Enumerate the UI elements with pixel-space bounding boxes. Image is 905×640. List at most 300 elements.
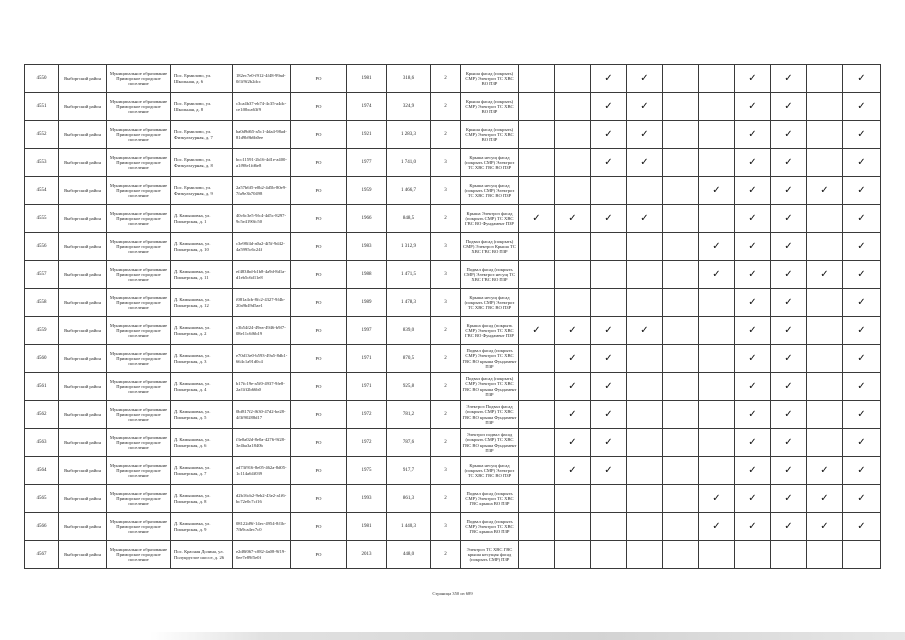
check-mark: ✓ — [712, 492, 721, 504]
cell-area — [387, 541, 431, 569]
check-mark-cell — [627, 541, 663, 569]
cell-text: e70d13e0-b593-49a5-8db1-664c1a91d0c4 — [236, 353, 288, 364]
check-mark-cell — [663, 429, 699, 457]
cell-text: f3e0a02d-8e0a-4276-9f28-3e4ba3a1840b — [236, 437, 286, 448]
check-mark-cell — [663, 373, 699, 401]
check-mark-cell — [699, 289, 735, 317]
cell-text: Подвал фасад (покрыть СМР) Электроэ ТС ХВС ГВС ВО крыша Фундамент ПЗР — [462, 348, 517, 369]
cell-house-guid — [233, 429, 291, 457]
cell-text: РО — [315, 551, 322, 557]
cell-year — [347, 457, 387, 485]
check-mark-cell — [843, 289, 881, 317]
cell-text: 3 — [444, 299, 447, 305]
cell-program — [291, 513, 347, 541]
check-mark-cell — [555, 373, 591, 401]
cell-house-guid — [233, 345, 291, 373]
cell-address — [171, 205, 233, 233]
cell-text: 4562 — [36, 411, 47, 417]
check-mark-cell — [627, 65, 663, 93]
cell-text: Крыша несущ фасад (покрыть СМР) Электроэ ТС ХВС ГВС ВО ПЗР — [464, 182, 515, 199]
check-mark: ✓ — [784, 408, 793, 420]
cell-year — [347, 429, 387, 457]
check-mark-cell — [843, 149, 881, 177]
cell-text: Подвал фасад (покрыть) СМР) Электроэ Крыша ТС ХВС ГВС ВО ПЗР — [463, 238, 516, 255]
check-mark-cell — [843, 457, 881, 485]
cell-text: 4550 — [36, 75, 47, 81]
cell-area — [387, 149, 431, 177]
check-mark-cell — [555, 233, 591, 261]
check-mark: ✓ — [748, 352, 757, 364]
table-row — [25, 121, 881, 149]
check-mark: ✓ — [712, 520, 721, 532]
cell-work-types — [461, 345, 519, 373]
cell-floors — [431, 457, 461, 485]
cell-area — [387, 289, 431, 317]
cell-text: e2d8f067-c082-4a08-9f19-0ee7e89f5e0f — [236, 549, 286, 560]
cell-year — [347, 541, 387, 569]
cell-work-types — [461, 401, 519, 429]
check-mark-cell — [663, 261, 699, 289]
check-mark-cell — [807, 317, 843, 345]
cell-text: Выборгский район — [64, 215, 101, 221]
check-mark: ✓ — [604, 156, 613, 168]
cell-row-number — [25, 65, 59, 93]
cell-text: 4555 — [36, 215, 47, 221]
cell-work-types — [461, 93, 519, 121]
cell-district — [59, 541, 107, 569]
check-mark-cell — [807, 345, 843, 373]
cell-text: Подвал фасад (покрыть СМР) Электроэ несущ ТС ХВС ГВС ВО ПЗР — [463, 266, 516, 283]
check-mark-cell — [807, 541, 843, 569]
cell-text: 4551 — [36, 103, 47, 109]
cell-text: Муниципальное образование Приморское городское поселение — [109, 406, 168, 423]
cell-text: Д. Камышовка, ул. Пионерская, д. 4 — [174, 381, 211, 392]
check-mark-cell — [663, 541, 699, 569]
cell-text: Муниципальное образование Приморское городское поселение — [109, 154, 168, 171]
check-mark: ✓ — [640, 72, 649, 84]
cell-text: 448,0 — [402, 551, 415, 557]
cell-house-guid — [233, 205, 291, 233]
check-mark: ✓ — [857, 156, 866, 168]
cell-text: РО — [315, 215, 322, 221]
page-number: Страница 350 из 689 — [432, 591, 473, 596]
cell-year — [347, 233, 387, 261]
check-mark-cell — [519, 373, 555, 401]
cell-text: Д. Камышовка, ул. Пионерская, д. 11 — [174, 269, 211, 280]
cell-row-number — [25, 513, 59, 541]
check-mark: ✓ — [604, 212, 613, 224]
cell-text: Выборгский район — [64, 495, 101, 501]
cell-text: Выборгский район — [64, 355, 101, 361]
cell-district — [59, 485, 107, 513]
check-mark: ✓ — [748, 380, 757, 392]
table-row — [25, 149, 881, 177]
cell-work-types — [461, 513, 519, 541]
cell-address — [171, 289, 233, 317]
check-mark-cell — [771, 345, 807, 373]
cell-text: 1 466,7 — [401, 187, 416, 193]
cell-text: 1966 — [361, 215, 372, 221]
cell-row-number — [25, 485, 59, 513]
cell-area — [387, 401, 431, 429]
check-mark-cell — [699, 205, 735, 233]
check-mark-cell — [699, 485, 735, 513]
cell-text: Д. Камышовка, ул. Пионерская, д. 6 — [174, 437, 211, 448]
cell-floors — [431, 373, 461, 401]
check-mark-cell — [843, 401, 881, 429]
cell-text: Пос. Красная Долина, ул. Полукруглое шоссе, д. 26 — [174, 549, 225, 560]
cell-text: РО — [315, 103, 322, 109]
cell-house-guid — [233, 541, 291, 569]
check-mark-cell — [735, 317, 771, 345]
cell-program — [291, 177, 347, 205]
check-mark-cell — [843, 485, 881, 513]
cell-text: 4556 — [36, 243, 47, 249]
cell-text: 4558 — [36, 299, 47, 305]
check-mark-cell — [627, 233, 663, 261]
cell-area — [387, 317, 431, 345]
check-mark-cell — [663, 205, 699, 233]
cell-program — [291, 65, 347, 93]
check-mark-cell — [735, 513, 771, 541]
check-mark-cell — [843, 205, 881, 233]
table-row — [25, 457, 881, 485]
table-row — [25, 541, 881, 569]
check-mark-cell — [555, 177, 591, 205]
cell-text: 1 283,3 — [401, 131, 416, 137]
table-row — [25, 261, 881, 289]
check-mark-cell — [771, 233, 807, 261]
table-row — [25, 345, 881, 373]
cell-text: РО — [315, 495, 322, 501]
cell-municipality — [107, 205, 171, 233]
cell-row-number — [25, 317, 59, 345]
check-mark-cell — [663, 149, 699, 177]
cell-program — [291, 93, 347, 121]
check-mark-cell — [735, 177, 771, 205]
cell-row-number — [25, 457, 59, 485]
cell-text: ba0d9d65-a5c1-4da4-98ad-81d9b9b6b0ee — [236, 129, 287, 140]
check-mark: ✓ — [857, 240, 866, 252]
cell-text: d2b16cb2-9eb2-43e2-a1f6-bc72e0c7cf16 — [236, 493, 287, 504]
check-mark: ✓ — [604, 380, 613, 392]
cell-text: b17fc19e-a5f0-4937-9fe8-2af1ff2b66b0 — [236, 381, 285, 392]
cell-text: 3 — [444, 187, 447, 193]
cell-house-guid — [233, 149, 291, 177]
cell-text: c3e98f4d-a0a2-4f5f-9d42-4a5995c6c24f — [236, 241, 285, 252]
cell-floors — [431, 289, 461, 317]
check-mark-cell — [771, 401, 807, 429]
check-mark-cell — [555, 513, 591, 541]
cell-address — [171, 513, 233, 541]
cell-text: 1959 — [361, 187, 372, 193]
check-mark-cell — [699, 149, 735, 177]
cell-text: 848,5 — [402, 215, 415, 221]
check-mark: ✓ — [748, 324, 757, 336]
check-mark: ✓ — [784, 128, 793, 140]
check-mark-cell — [627, 177, 663, 205]
cell-text: 2 — [444, 75, 447, 81]
check-mark-cell — [627, 373, 663, 401]
check-mark-cell — [843, 121, 881, 149]
cell-municipality — [107, 177, 171, 205]
check-mark-cell — [591, 401, 627, 429]
cell-text: РО — [315, 271, 322, 277]
cell-work-types — [461, 373, 519, 401]
check-mark: ✓ — [748, 464, 757, 476]
cell-area — [387, 233, 431, 261]
check-mark: ✓ — [857, 492, 866, 504]
cell-year — [347, 317, 387, 345]
check-mark-cell — [555, 289, 591, 317]
check-mark: ✓ — [784, 240, 793, 252]
check-mark-cell — [519, 149, 555, 177]
check-mark: ✓ — [857, 324, 866, 336]
cell-municipality — [107, 65, 171, 93]
cell-text: Крыша фасад (покрыть) СМР) Электроэ ТС ХВС ВО ПЗР — [465, 98, 514, 115]
cell-row-number — [25, 121, 59, 149]
check-mark: ✓ — [640, 128, 649, 140]
check-mark: ✓ — [784, 324, 793, 336]
cell-year — [347, 65, 387, 93]
check-mark: ✓ — [712, 184, 721, 196]
cell-text: Муниципальное образование Приморское городское поселение — [109, 462, 168, 479]
cell-row-number — [25, 149, 59, 177]
cell-year — [347, 485, 387, 513]
cell-program — [291, 373, 347, 401]
scan-edge-artifact — [150, 632, 905, 640]
cell-row-number — [25, 289, 59, 317]
cell-text: 1997 — [361, 327, 372, 333]
cell-row-number — [25, 93, 59, 121]
cell-area — [387, 485, 431, 513]
cell-work-types — [461, 149, 519, 177]
cell-municipality — [107, 541, 171, 569]
cell-program — [291, 149, 347, 177]
cell-program — [291, 401, 347, 429]
cell-text: 4561 — [36, 383, 47, 389]
check-mark-cell — [591, 457, 627, 485]
cell-year — [347, 345, 387, 373]
check-mark: ✓ — [604, 72, 613, 84]
check-mark: ✓ — [784, 100, 793, 112]
cell-text: 182ec7e0-f912-4f48-99ad-0f1f9f2b2dcc — [236, 73, 286, 84]
cell-district — [59, 429, 107, 457]
cell-house-guid — [233, 513, 291, 541]
check-mark-cell — [591, 65, 627, 93]
cell-text: РО — [315, 355, 322, 361]
check-mark-cell — [807, 401, 843, 429]
cell-municipality — [107, 289, 171, 317]
cell-text: 2 — [444, 495, 447, 501]
check-mark: ✓ — [857, 380, 866, 392]
cell-work-types — [461, 233, 519, 261]
cell-year — [347, 289, 387, 317]
check-mark: ✓ — [640, 212, 649, 224]
check-mark-cell — [555, 485, 591, 513]
check-mark-cell — [663, 289, 699, 317]
check-mark: ✓ — [640, 100, 649, 112]
cell-municipality — [107, 401, 171, 429]
check-mark: ✓ — [784, 212, 793, 224]
cell-text: Муниципальное образование Приморское городское поселение — [109, 182, 168, 199]
cell-floors — [431, 429, 461, 457]
cell-text: 1 741,0 — [401, 159, 416, 165]
cell-text: 3 — [444, 467, 447, 473]
cell-text: Муниципальное образование Приморское городское поселение — [109, 294, 168, 311]
check-mark-cell — [591, 93, 627, 121]
check-mark-cell — [735, 205, 771, 233]
check-mark-cell — [843, 317, 881, 345]
cell-text: 1 440,3 — [401, 523, 416, 529]
check-mark-cell — [627, 149, 663, 177]
check-mark-cell — [699, 93, 735, 121]
check-mark: ✓ — [712, 268, 721, 280]
cell-text: Крыша несущ фасад (покрыть СМР) Электроэ ТС ХВС ГВС ВО ПЗР — [464, 154, 515, 171]
cell-text: Выборгский район — [64, 327, 101, 333]
cell-district — [59, 205, 107, 233]
cell-text: Муниципальное образование Приморское городское поселение — [109, 126, 168, 143]
cell-work-types — [461, 485, 519, 513]
cell-municipality — [107, 149, 171, 177]
check-mark: ✓ — [568, 212, 577, 224]
cell-text: 1981 — [361, 523, 372, 529]
cell-district — [59, 149, 107, 177]
check-mark: ✓ — [640, 156, 649, 168]
cell-floors — [431, 93, 461, 121]
cell-district — [59, 457, 107, 485]
cell-text: Муниципальное образование Приморское городское поселение — [109, 98, 168, 115]
check-mark: ✓ — [604, 100, 613, 112]
check-mark-cell — [591, 541, 627, 569]
check-mark: ✓ — [820, 184, 829, 196]
cell-text: 1921 — [361, 131, 372, 137]
check-mark-cell — [591, 485, 627, 513]
check-mark: ✓ — [748, 296, 757, 308]
cell-text: Д. Камышовка, ул. Пионерская, д. 9 — [174, 521, 211, 532]
check-mark-cell — [555, 65, 591, 93]
cell-municipality — [107, 261, 171, 289]
cell-floors — [431, 65, 461, 93]
cell-house-guid — [233, 65, 291, 93]
cell-program — [291, 205, 347, 233]
cell-text: 1977 — [361, 159, 372, 165]
cell-floors — [431, 177, 461, 205]
cell-program — [291, 233, 347, 261]
cell-text: bcc11591-2b16-4d1e-a400-a1f98e1fd6e8 — [236, 157, 287, 168]
table-row — [25, 233, 881, 261]
cell-text: 839,0 — [402, 327, 415, 333]
check-mark: ✓ — [604, 352, 613, 364]
check-mark-cell — [555, 401, 591, 429]
check-mark: ✓ — [784, 268, 793, 280]
check-mark-cell — [627, 317, 663, 345]
cell-text: РО — [315, 187, 322, 193]
check-mark-cell — [735, 373, 771, 401]
check-mark: ✓ — [748, 156, 757, 168]
check-mark-cell — [771, 93, 807, 121]
check-mark-cell — [663, 485, 699, 513]
cell-text: Выборгский район — [64, 243, 101, 249]
check-mark: ✓ — [784, 184, 793, 196]
cell-house-guid — [233, 121, 291, 149]
cell-text: 4565 — [36, 495, 47, 501]
cell-text: Крыша несущ фасад (покрыть СМР) Электроэ ТС ХВС ГВС ВО ПЗР — [464, 294, 515, 311]
check-mark-cell — [807, 457, 843, 485]
check-mark: ✓ — [784, 520, 793, 532]
check-mark-cell — [627, 485, 663, 513]
cell-text: Пос. Ермилово, ул. Школьная, д. 8 — [174, 101, 212, 112]
cell-text: 1974 — [361, 103, 372, 109]
cell-area — [387, 345, 431, 373]
cell-text: 1972 — [361, 411, 372, 417]
cell-address — [171, 261, 233, 289]
check-mark-cell — [699, 513, 735, 541]
cell-work-types — [461, 121, 519, 149]
table-row — [25, 373, 881, 401]
cell-text: Подвал фасад (покрыть) СМР) Электроэ ТС ХВС ГВС ВО крыша Фундамент ПЗР — [462, 376, 517, 397]
cell-text: 4552 — [36, 131, 47, 137]
cell-text: РО — [315, 299, 322, 305]
check-mark-cell — [519, 513, 555, 541]
cell-text: Выборгский район — [64, 411, 101, 417]
cell-floors — [431, 317, 461, 345]
check-mark: ✓ — [784, 436, 793, 448]
check-mark-cell — [591, 345, 627, 373]
cell-text: 0bf817f2-f630-47d2-be28-4f3f90288d17 — [236, 409, 286, 420]
check-mark-cell — [699, 233, 735, 261]
check-mark: ✓ — [748, 492, 757, 504]
cell-text: 787,6 — [402, 439, 415, 445]
cell-address — [171, 93, 233, 121]
cell-floors — [431, 205, 461, 233]
cell-text: 917,7 — [402, 467, 415, 473]
cell-house-guid — [233, 233, 291, 261]
table-row — [25, 289, 881, 317]
cell-floors — [431, 121, 461, 149]
cell-text: 925,8 — [402, 383, 415, 389]
cell-row-number — [25, 429, 59, 457]
check-mark-cell — [519, 317, 555, 345]
cell-text: Муниципальное образование Приморское городское поселение — [109, 266, 168, 283]
cell-text: 861,3 — [402, 495, 415, 501]
check-mark: ✓ — [857, 436, 866, 448]
cell-text: Муниципальное образование Приморское городское поселение — [109, 238, 168, 255]
cell-municipality — [107, 457, 171, 485]
cell-text: 1971 — [361, 355, 372, 361]
cell-area — [387, 457, 431, 485]
check-mark: ✓ — [568, 408, 577, 420]
check-mark-cell — [807, 233, 843, 261]
cell-text: Выборгский район — [64, 103, 101, 109]
cell-house-guid — [233, 93, 291, 121]
check-mark: ✓ — [857, 128, 866, 140]
cell-text: 318,6 — [402, 75, 415, 81]
cell-floors — [431, 513, 461, 541]
cell-text: 1975 — [361, 467, 372, 473]
cell-municipality — [107, 93, 171, 121]
check-mark: ✓ — [640, 324, 649, 336]
cell-text: Крыша фасад (покрыть СМР) Электроэ ТС ХВС ГВС ВО Фундамент ПЗР — [465, 322, 514, 339]
cell-row-number — [25, 401, 59, 429]
cell-text: 3 — [444, 271, 447, 277]
check-mark-cell — [735, 345, 771, 373]
check-mark-cell — [663, 177, 699, 205]
check-mark: ✓ — [748, 268, 757, 280]
cell-text: 1 478,3 — [401, 299, 416, 305]
cell-text: 4553 — [36, 159, 47, 165]
check-mark: ✓ — [857, 520, 866, 532]
